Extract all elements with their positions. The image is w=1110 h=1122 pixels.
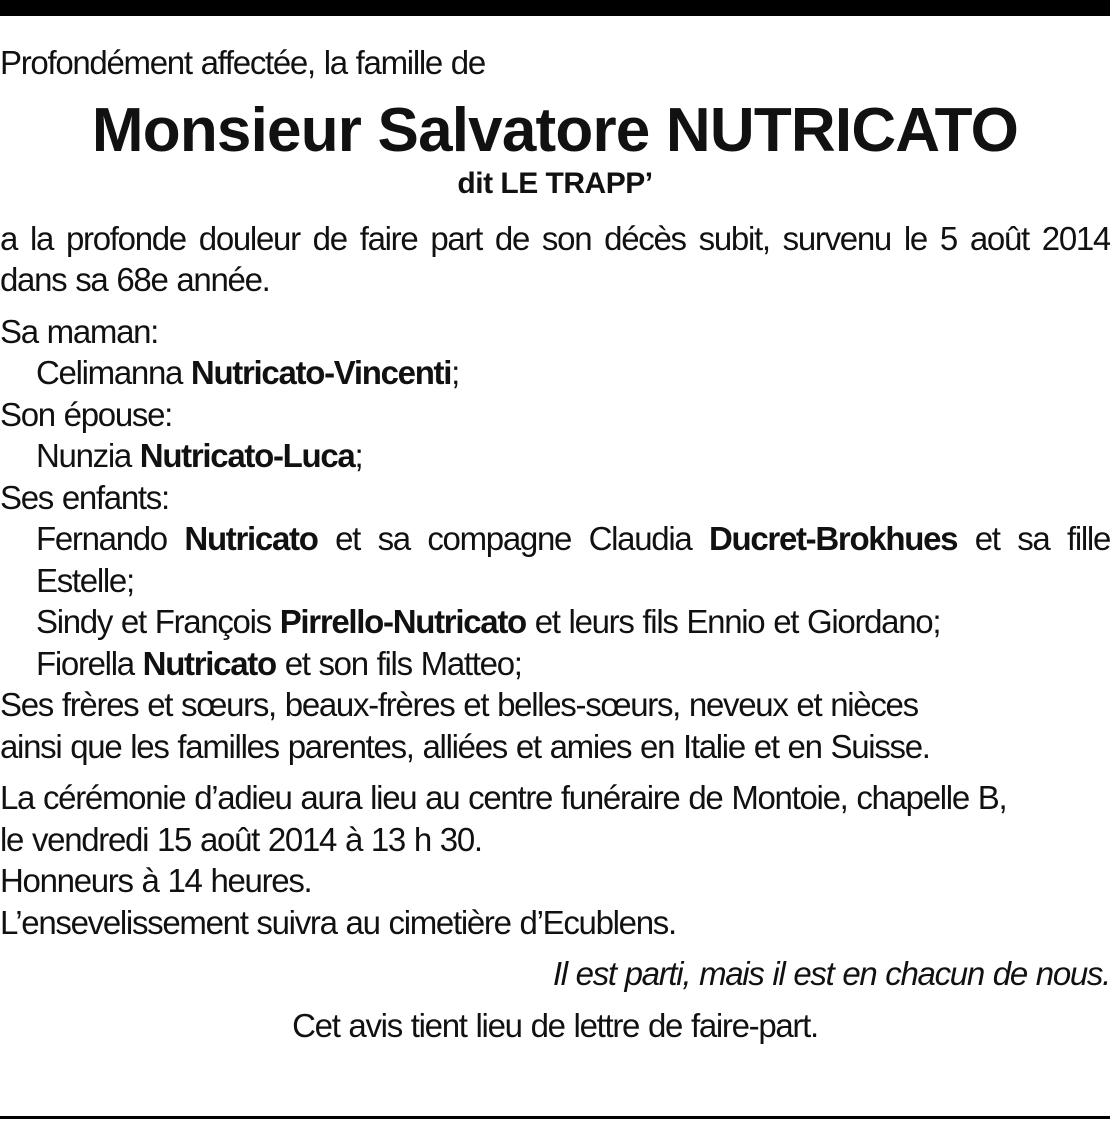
deceased-name: Monsieur Salvatore NUTRICATO: [91, 95, 1019, 165]
child1-end: et sa fille Estelle;: [36, 520, 1110, 599]
child-entry-3: [0, 643, 1110, 685]
child1-mid: et sa compagne Claudia: [317, 520, 709, 557]
obituary-notice: [0, 42, 1110, 1046]
mother-entry: [0, 352, 1110, 394]
mother-label: Sa maman:: [0, 312, 159, 350]
mother-end: ;: [451, 354, 459, 391]
burial-text: L’ensevelissement suivra au cimetière d’Ecublens.: [0, 903, 676, 941]
mother-last: Nutricato-Vincenti: [190, 354, 452, 391]
spouse-entry: [0, 435, 1110, 477]
children-label: Ses enfants:: [0, 478, 169, 516]
child1-last: Nutricato: [184, 520, 318, 557]
closing-note: Cet avis tient lieu de lettre de faire-part.: [292, 1006, 818, 1044]
spouse-last: Nutricato-Luca: [139, 437, 355, 474]
child1-partner-last: Ducret-Brokhues: [708, 520, 958, 557]
intro-text: Profondément affectée, la famille de: [0, 44, 485, 81]
child2-last: Pirrello-Nutricato: [279, 603, 526, 640]
child3-end: et son fils Matteo;: [275, 644, 522, 682]
spouse-first: Nunzia: [36, 437, 140, 474]
ceremony-line-1: La cérémonie d’adieu aura lieu au centre funéraire de Montoie, chapelle B,: [0, 779, 1007, 816]
spouse-label: Son épouse:: [0, 395, 173, 433]
announcement-text: a la profonde douleur de faire part de son décès subit, survenu le 5 août 2014 dans sa 68e année.: [0, 219, 1110, 298]
child-entry-2: [0, 601, 1110, 643]
ceremony-line-2: le vendredi 15 août 2014 à 13 h 30.: [0, 820, 482, 858]
top-rule: [0, 0, 1110, 16]
deceased-nickname: dit LE TRAPP’: [457, 166, 653, 200]
child-entry-1: [0, 518, 1110, 601]
bottom-rule: [0, 1116, 1110, 1119]
ceremony-info: [0, 777, 1110, 943]
relatives-text: ainsi que les familles parentes, alliées et amies en Italie et en Suisse.: [0, 727, 930, 765]
child3-first: Fiorella: [36, 644, 143, 682]
closing-quote: Il est parti, mais il est en chacun de nous.: [552, 955, 1110, 992]
child2-first: Sindy et François: [36, 603, 280, 640]
siblings-text: Ses frères et sœurs, beaux-frères et belles-sœurs, neveux et nièces: [0, 686, 918, 723]
child2-end: et leurs fils Ennio et Giordano;: [525, 603, 941, 640]
mother-first: Celimanna: [36, 354, 191, 391]
child1-first: Fernando: [36, 520, 185, 557]
spouse-end: ;: [354, 437, 363, 474]
child3-last: Nutricato: [142, 644, 276, 682]
honours-text: Honneurs à 14 heures.: [0, 862, 312, 899]
family-list: [0, 311, 1110, 768]
